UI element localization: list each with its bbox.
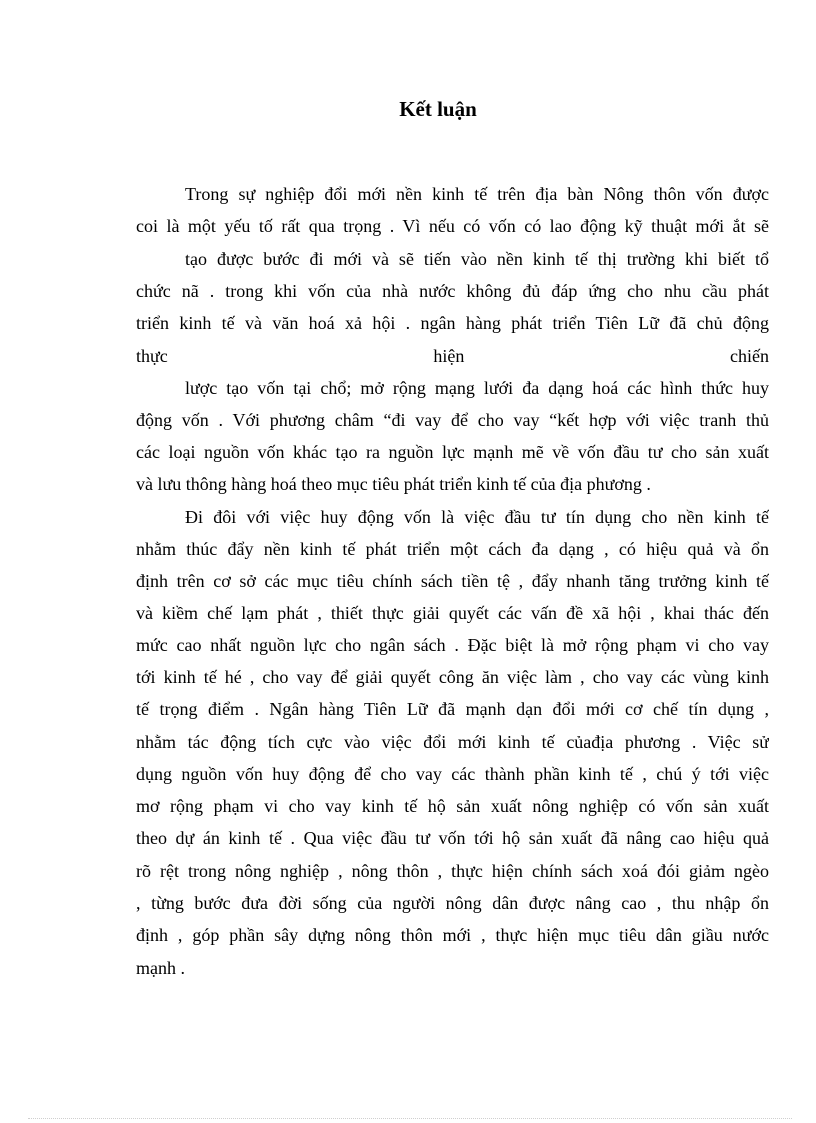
paragraph-1-line: các loại nguồn vốn khác tạo ra nguồn lực mạnh mẽ về vốn đầu tư cho sản xuất: [136, 442, 769, 462]
paragraph-2-line: tới kinh tế hé , cho vay để giải quyết công ăn việc làm , cho vay các vùng kinh: [136, 667, 769, 687]
paragraph-2-line: định trên cơ sở các mục tiêu chính sách tiền tệ , đẩy nhanh tăng trưởng kinh tế: [136, 571, 769, 591]
paragraph-2-line: theo dự án kinh tế . Qua việc đầu tư vốn tới hộ sản xuất đã nâng cao hiệu quả: [136, 828, 769, 848]
paragraph-2-line: mơ rộng phạm vi cho vay kinh tế hộ sản xuất nông nghiệp có vốn sản xuất: [136, 796, 769, 816]
paragraph-1-line: triển kinh tế và văn hoá xả hội . ngân hàng phát triển Tiên Lữ đã chủ động: [136, 313, 769, 333]
paragraph-1-line: chức nã . trong khi vốn của nhà nước không đủ đáp ứng cho nhu cầu phát: [136, 281, 769, 301]
paragraph-2-line: mạnh .: [136, 958, 185, 978]
paragraph-1-line: thực hiện chiến: [136, 346, 769, 366]
paragraph-2-line: Đi đôi với việc huy động vốn là việc đầu tư tín dụng cho nền kinh tế: [185, 507, 769, 527]
page-bottom-rule: [28, 1118, 792, 1119]
paragraph-2-line: nhằm thúc đẩy nền kinh tế phát triển một cách đa dạng , có hiệu quả và ổn: [136, 539, 769, 559]
paragraph-2-line: rõ rệt trong nông nghiệp , nông thôn , thực hiện chính sách xoá đói giảm ngèo: [136, 861, 769, 881]
paragraph-1-line: động vốn . Với phương châm “đi vay để cho vay “kết hợp với việc tranh thủ: [136, 410, 769, 430]
paragraph-2-line: tế trọng điểm . Ngân hàng Tiên Lữ đã mạnh dạn đổi mới cơ chế tín dụng ,: [136, 699, 769, 719]
paragraph-2-line: mức cao nhất nguồn lực cho ngân sách . Đặc biệt là mở rộng phạm vi cho vay: [136, 635, 769, 655]
paragraph-2-line: dụng nguồn vốn huy động để cho vay các thành phần kinh tế , chú ý tới việc: [136, 764, 769, 784]
paragraph-1-line: Trong sự nghiệp đổi mới nền kinh tế trên địa bàn Nông thôn vốn được: [185, 184, 769, 204]
paragraph-1-line: lược tạo vốn tại chổ; mở rộng mạng lưới đa dạng hoá các hình thức huy: [185, 378, 769, 398]
paragraph-2-line: và kiềm chế lạm phát , thiết thực giải quyết các vấn đề xã hội , khai thác đến: [136, 603, 769, 623]
paragraph-2-line: định , góp phần sây dựng nông thôn mới , thực hiện mục tiêu dân giầu nước: [136, 925, 769, 945]
paragraph-2-line: nhằm tác động tích cực vào việc đổi mới kinh tế củađịa phương . Việc sử: [136, 732, 769, 752]
paragraph-1-line: và lưu thông hàng hoá theo mục tiêu phát triển kinh tế của địa phương .: [136, 474, 651, 494]
paragraph-2-line: , từng bước đưa đời sống của người nông dân được nâng cao , thu nhập ổn: [136, 893, 769, 913]
paragraph-1-line: coi là một yếu tố rất qua trọng . Vì nếu có vốn có lao động kỹ thuật mới ắt sẽ: [136, 216, 769, 236]
page-title: Kết luận: [399, 97, 477, 121]
paragraph-1-line: tạo được bước đi mới và sẽ tiến vào nền kinh tế thị trường khi biết tổ: [185, 249, 769, 269]
